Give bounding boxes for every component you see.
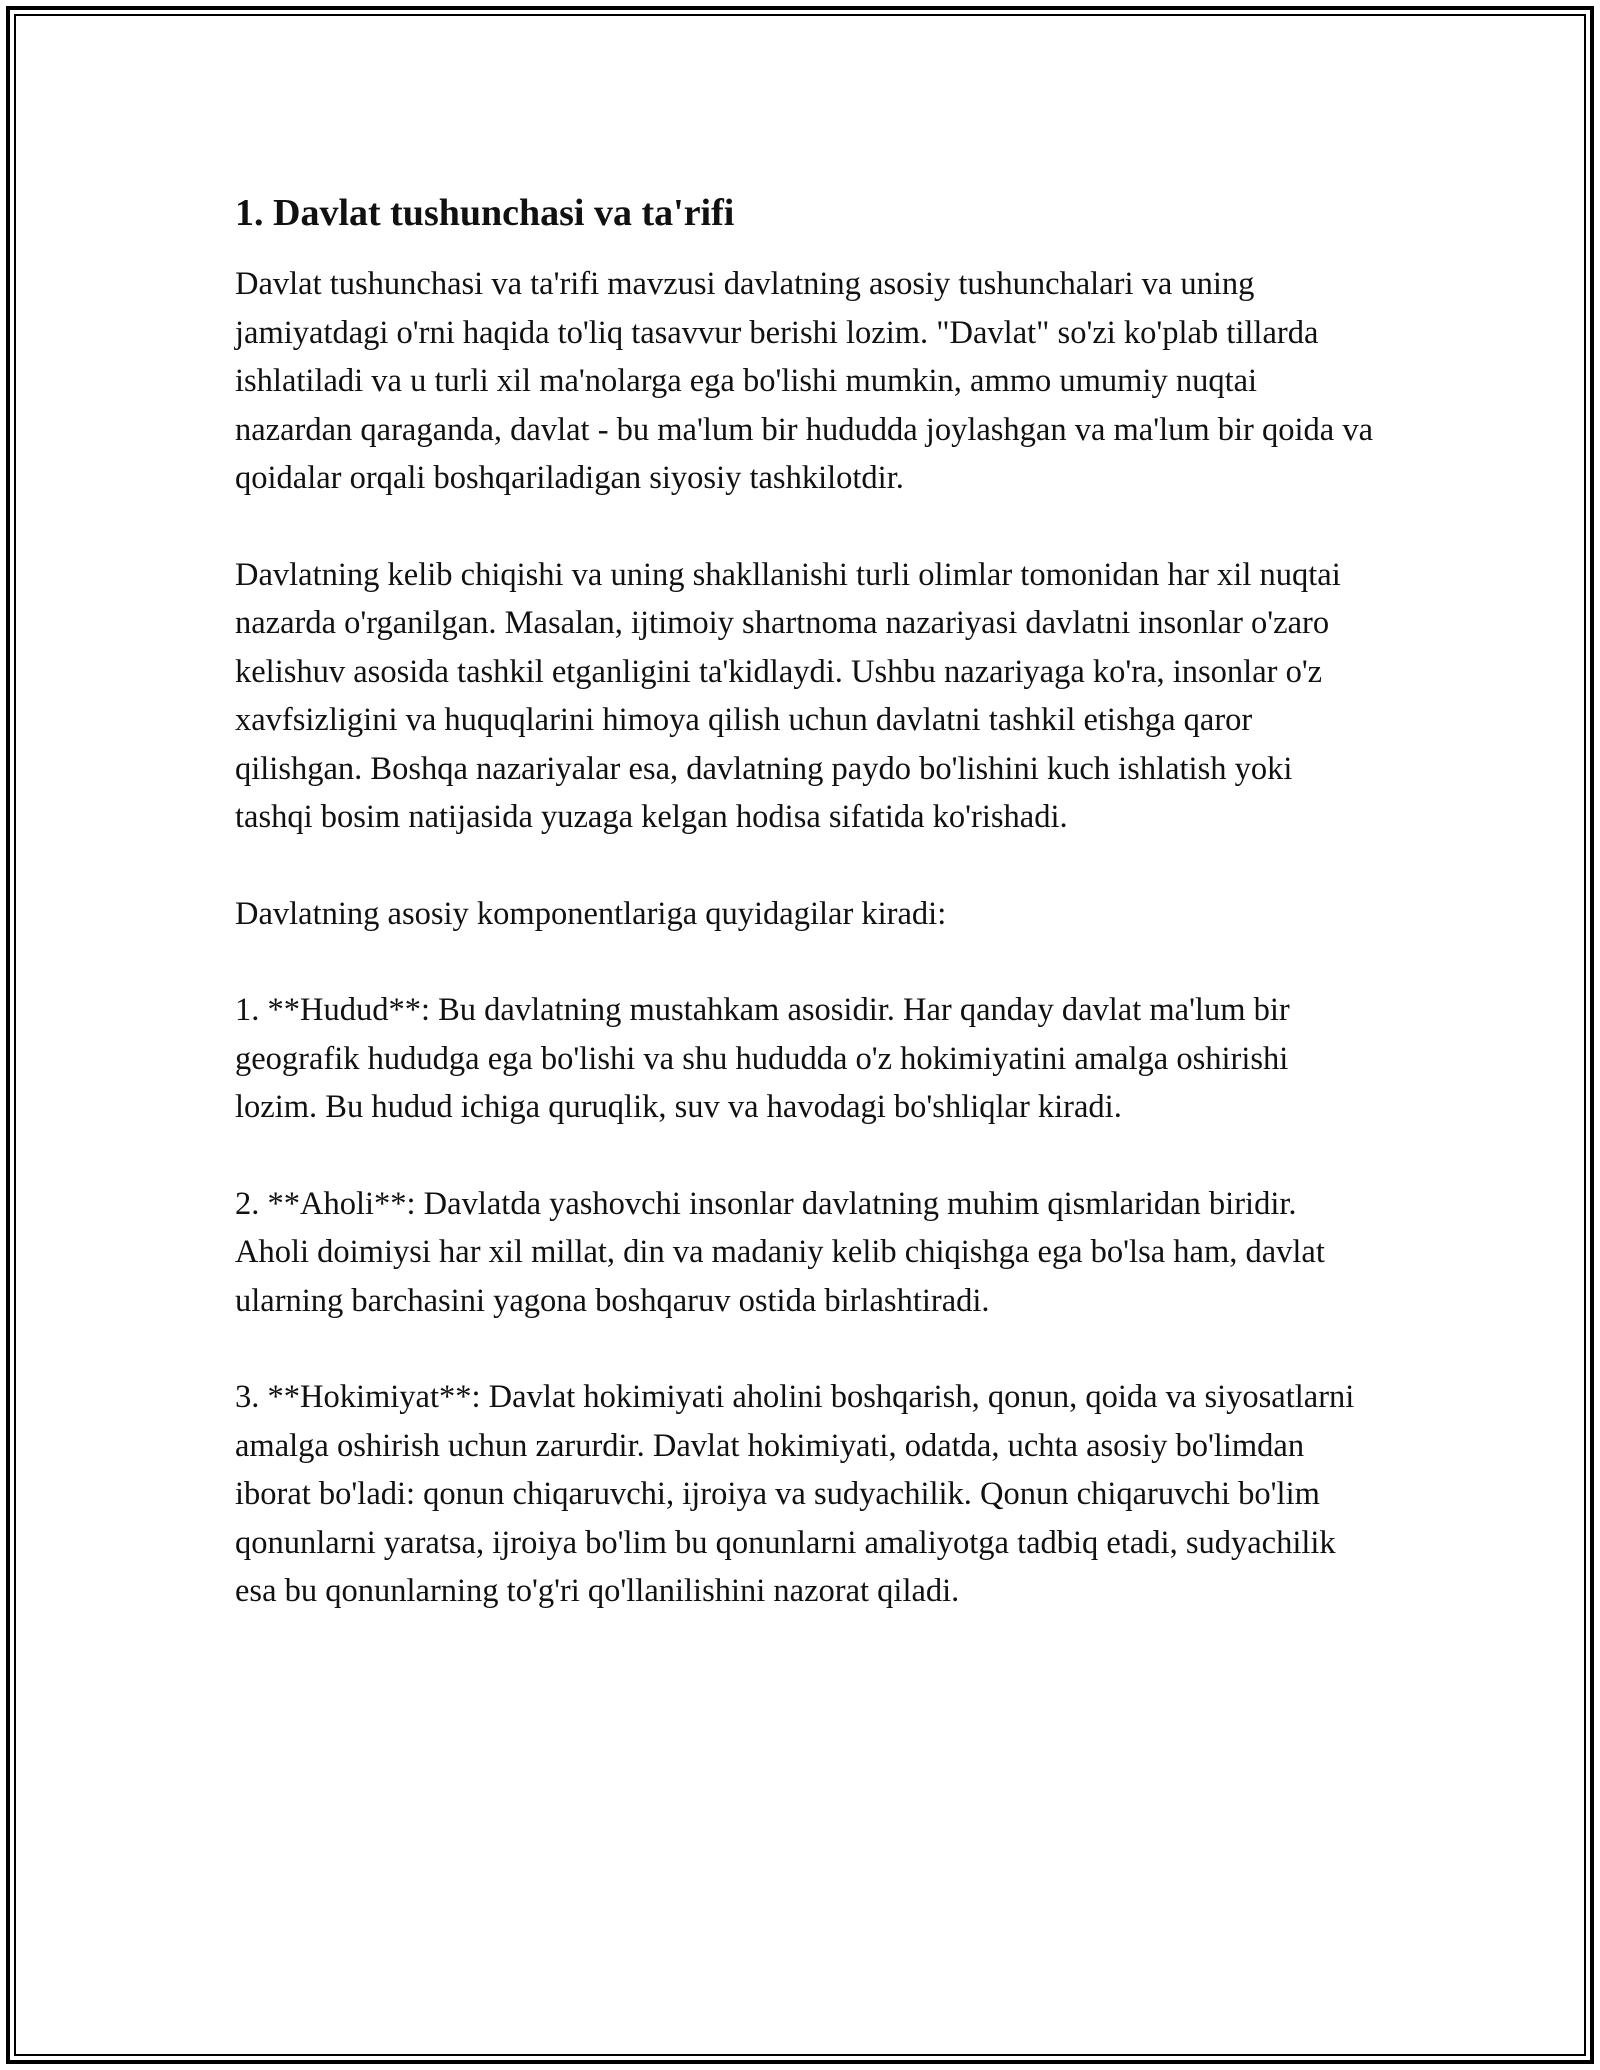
document-body [235, 182, 1375, 1664]
paragraph-intro: Davlat tushunchasi va ta'rifi mavzusi davlatning asosiy tushunchalari va uning jamiyatdagi o'rni haqida to'liq tasavvur berishi lozim. "Davlat" so'zi ko'plab tillarda ishlatiladi va u turli xil ma'nolarga ega bo'lishi mumkin, ammo umumiy nuqtai nazardan qaraganda, davlat - bu ma'lum bir hududda joylashgan va ma'lum bir qoida va qoidalar orqali boshqariladigan siyosiy tashkilotdir. [235, 266, 1374, 496]
paragraph-origin: Davlatning kelib chiqishi va uning shakllanishi turli olimlar tomonidan har xil nuqtai nazarda o'rganilgan. Masalan, ijtimoiy shartnoma nazariyasi davlatni insonlar o'zaro kelishuv asosida tashkil etganligini ta'kidlaydi. Ushbu nazariyaga ko'ra, insonlar o'z xavfsizligini va huquqlarini himoya qilish uchun davlatni tashkil etishga qaror qilishgan. Boshqa nazariyalar esa, davlatning paydo bo'lishini kuch ishlatish yoki tashqi bosim natijasida yuzaga kelgan hodisa sifatida ko'rishadi. [235, 556, 1341, 835]
list-item-authority: 3. **Hokimiyat**: Davlat hokimiyati aholini boshqarish, qonun, qoida va siyosatlarni amalga oshirish uchun zarurdir. Davlat hokimiyati, odatda, uchta asosiy bo'limdan iborat bo'ladi: qonun chiqaruvchi, ijroiya va sudyachilik. Qonun chiqaruvchi bo'lim qonunlarni yaratsa, ijroiya bo'lim bu qonunlarni amaliyotga tadbiq etadi, sudyachilik esa bu qonunlarning to'g'ri qo'llanilishini nazorat qiladi. [235, 1379, 1355, 1609]
paragraph-components-intro: Davlatning asosiy komponentlariga quyidagilar kiradi: [235, 895, 947, 932]
list-item-population: 2. **Aholi**: Davlatda yashovchi insonlar davlatning muhim qismlaridan biridir. Aholi doimiysi har xil millat, din va madaniy kelib chiqishga ega bo'lsa ham, davlat ularning barchasini yagona boshqaruv ostida birlashtiradi. [235, 1185, 1325, 1319]
list-item-territory: 1. **Hudud**: Bu davlatning mustahkam asosidir. Har qanday davlat ma'lum bir geografik hududga ega bo'lishi va shu hududda o'z hokimiyatini amalga oshirishi lozim. Bu hudud ichiga quruqlik, suv va havodagi bo'shliqlar kiradi. [235, 992, 1290, 1125]
section-heading: 1. Davlat tushunchasi va ta'rifi [235, 192, 735, 234]
